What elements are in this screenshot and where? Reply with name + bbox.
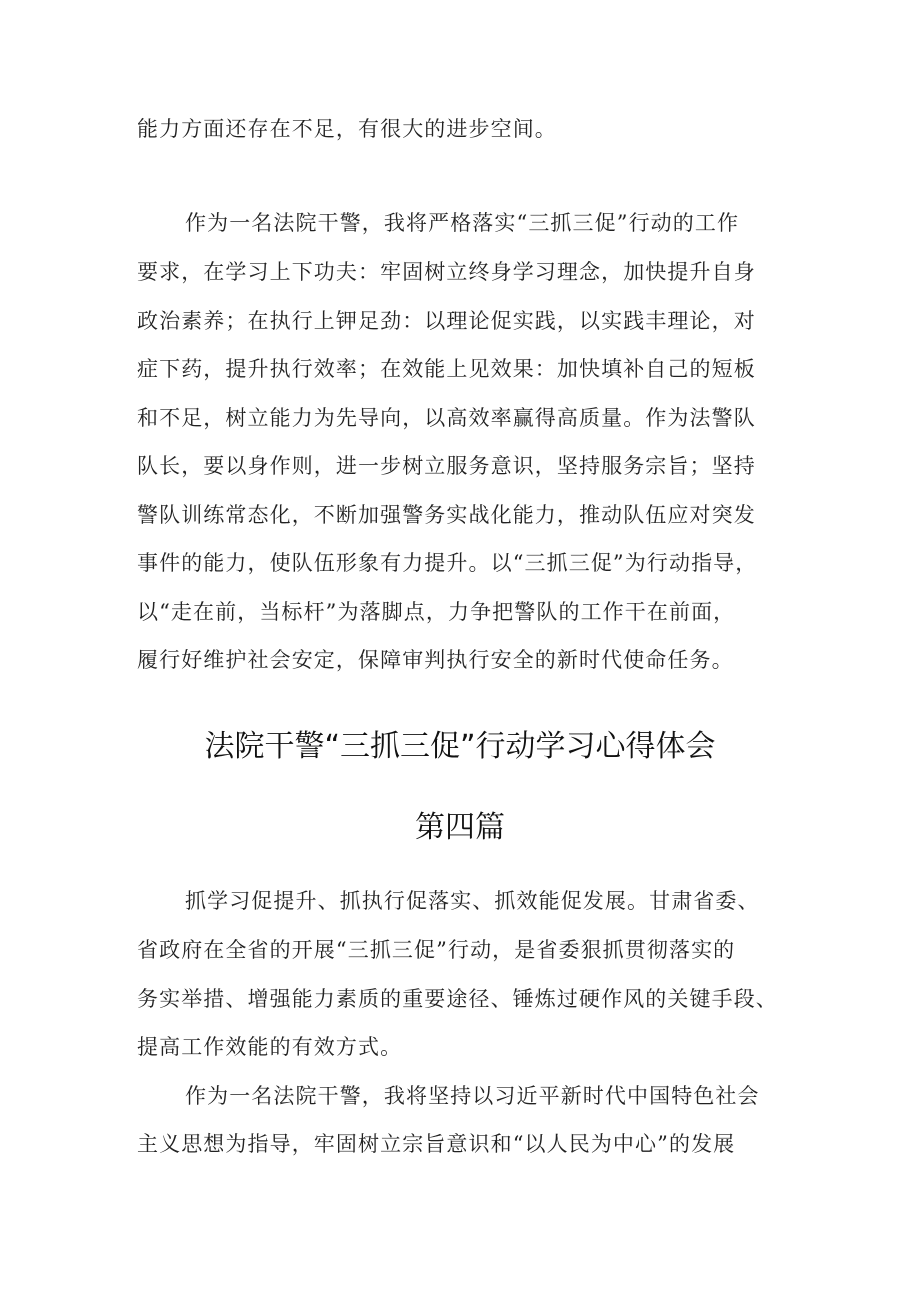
body-text-line: 履行好维护社会安定，保障审判执行安全的新时代使命任务。 [137,648,734,672]
body-text-line: 省政府在全省的开展“三抓三促”行动，是省委狠抓贯彻落实的 [137,938,736,962]
body-text-line: 作为一名法院干警，我将坚持以习近平新时代中国特色社会 [185,1084,760,1108]
body-text-line: 能力方面还存在不足，有很大的进步空间。 [137,117,557,141]
body-text-line: 抓学习促提升、抓执行促落实、抓效能促发展。甘肃省委、 [185,889,760,913]
body-text-line: 警队训练常态化，不断加强警务实战化能力，推动队伍应对突发 [137,503,756,527]
body-text-line: 队长，要以身作则，进一步树立服务意识，坚持服务宗旨；坚持 [137,454,756,478]
body-text-line: 提高工作效能的有效方式。 [137,1035,403,1059]
body-text-line: 和不足，树立能力为先导向，以高效率赢得高质量。作为法警队 [137,406,756,430]
body-text-line: 要求，在学习上下功夫：牢固树立终身学习理念，加快提升自身 [137,260,756,284]
body-text-line: 政治素养；在执行上钾足劲：以理论促实践，以实践丰理论，对 [137,309,756,333]
article-subtitle: 第四篇 [415,810,505,845]
body-text-line: 作为一名法院干警，我将严格落实“三抓三促”行动的工作 [185,211,740,235]
body-text-line: 以“走在前，当标杆”为落脚点，力争把警队的工作干在前面， [137,600,736,624]
body-text-line: 主义思想为指导，牢固树立宗旨意识和“以人民为中心”的发展 [137,1132,736,1156]
article-title: 法院干警“三抓三促”行动学习心得体会 [204,729,716,764]
body-text-line: 事件的能力，使队伍形象有力提升。以“三抓三促”为行动指导， [137,551,758,575]
body-text-line: 务实举措、增强能力素质的重要途径、锤炼过硬作风的关键手段、 [137,987,778,1011]
body-text-line: 症下药，提升执行效率；在效能上见效果：加快填补自己的短板 [137,357,756,381]
